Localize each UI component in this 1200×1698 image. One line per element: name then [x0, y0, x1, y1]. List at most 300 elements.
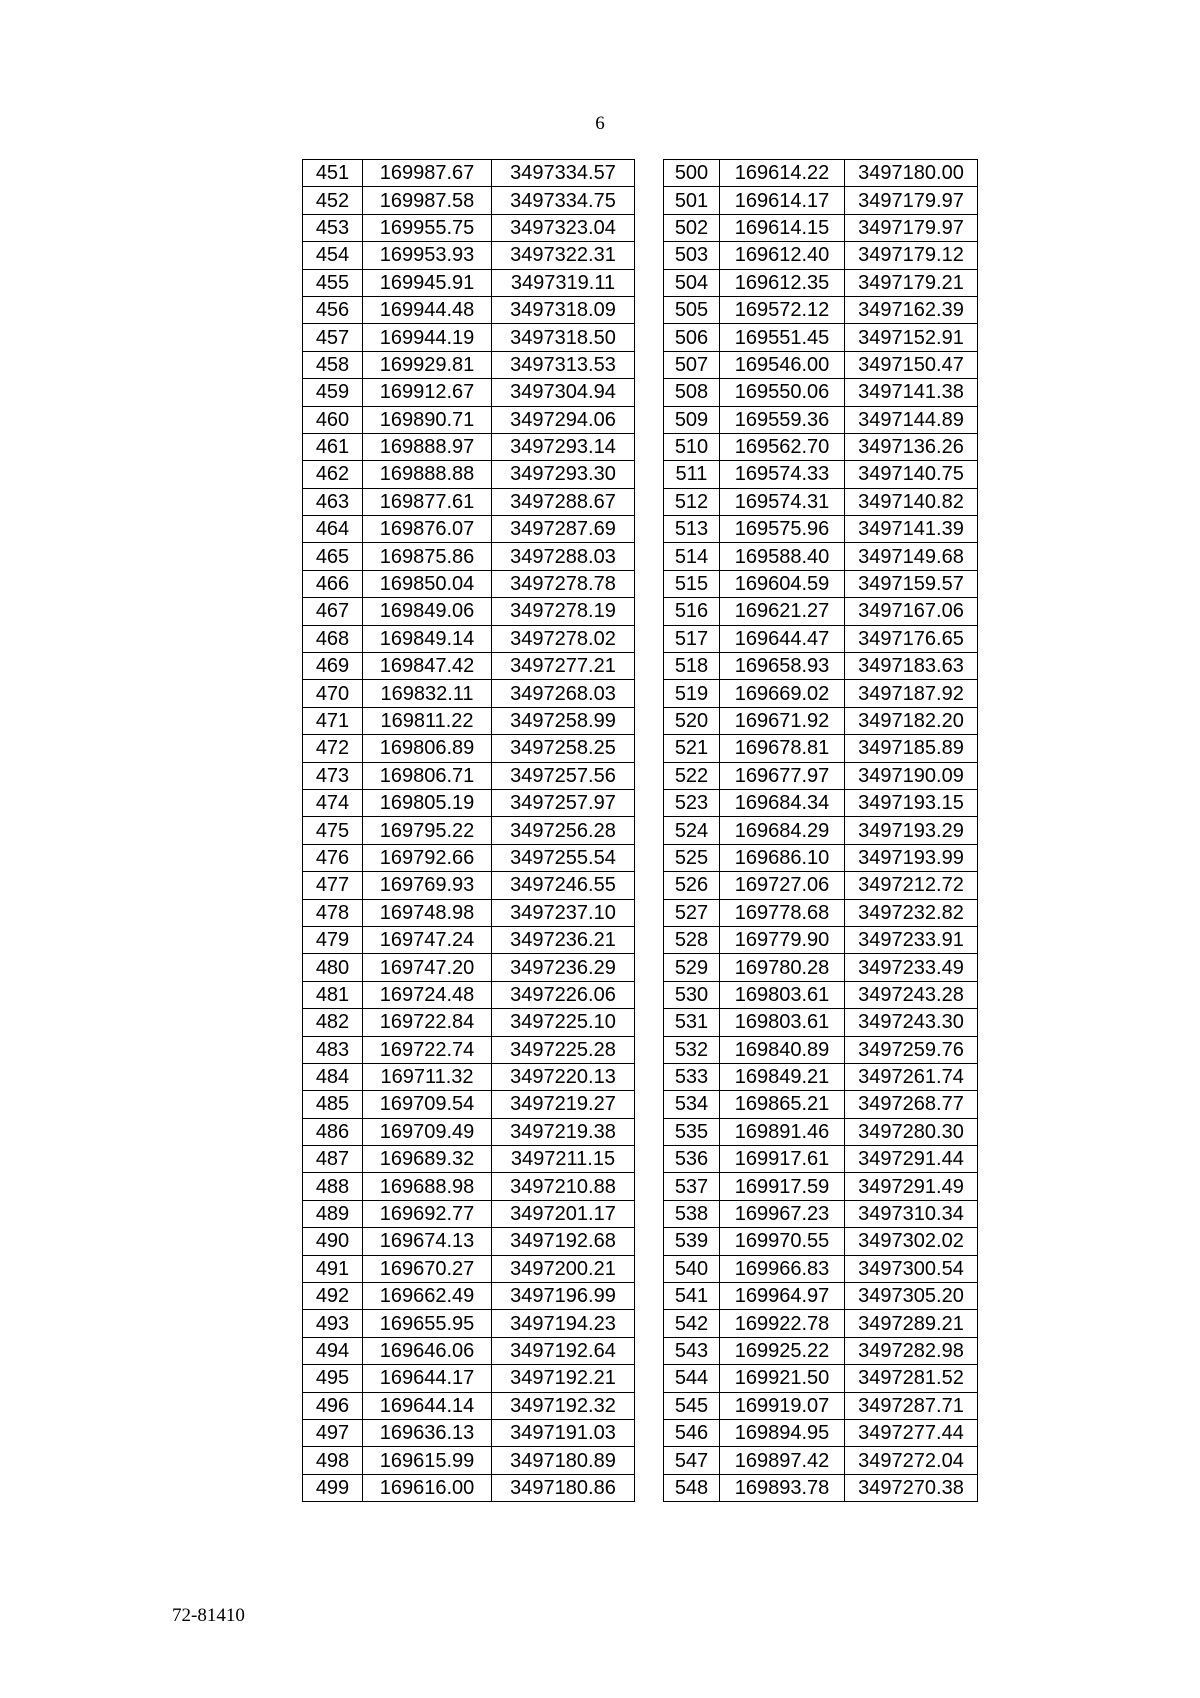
point-number-cell: 543 — [664, 1337, 720, 1364]
x-coordinate-cell: 169922.78 — [720, 1310, 845, 1337]
y-coordinate-cell: 3497212.72 — [845, 872, 978, 899]
point-number-cell: 497 — [303, 1419, 363, 1446]
x-coordinate-cell: 169806.89 — [363, 735, 492, 762]
x-coordinate-cell: 169747.24 — [363, 926, 492, 953]
x-coordinate-cell: 169662.49 — [363, 1283, 492, 1310]
x-coordinate-cell: 169684.29 — [720, 817, 845, 844]
table-row — [303, 269, 635, 296]
y-coordinate-cell: 3497278.19 — [492, 598, 635, 625]
table-row — [303, 543, 635, 570]
y-coordinate-cell: 3497219.38 — [492, 1118, 635, 1145]
x-coordinate-cell: 169888.97 — [363, 433, 492, 460]
x-coordinate-cell: 169967.23 — [720, 1200, 845, 1227]
table-row — [303, 817, 635, 844]
y-coordinate-cell: 3497225.10 — [492, 1009, 635, 1036]
table-row — [303, 351, 635, 378]
y-coordinate-cell: 3497278.78 — [492, 570, 635, 597]
table-row — [303, 844, 635, 871]
y-coordinate-cell: 3497237.10 — [492, 899, 635, 926]
point-number-cell: 503 — [664, 242, 720, 269]
x-coordinate-cell: 169604.59 — [720, 570, 845, 597]
table-row — [664, 1392, 978, 1419]
y-coordinate-cell: 3497288.67 — [492, 488, 635, 515]
x-coordinate-cell: 169987.67 — [363, 160, 492, 187]
table-row — [664, 1146, 978, 1173]
y-coordinate-cell: 3497257.97 — [492, 789, 635, 816]
point-number-cell: 530 — [664, 981, 720, 1008]
point-number-cell: 532 — [664, 1036, 720, 1063]
table-row — [303, 488, 635, 515]
x-coordinate-cell: 169806.71 — [363, 762, 492, 789]
table-row — [664, 981, 978, 1008]
point-number-cell: 508 — [664, 379, 720, 406]
x-coordinate-cell: 169917.61 — [720, 1146, 845, 1173]
table-row — [664, 1173, 978, 1200]
table-row — [664, 1091, 978, 1118]
x-coordinate-cell: 169966.83 — [720, 1255, 845, 1282]
point-number-cell: 452 — [303, 187, 363, 214]
x-coordinate-cell: 169614.15 — [720, 214, 845, 241]
point-number-cell: 521 — [664, 735, 720, 762]
table-row — [303, 570, 635, 597]
table-row — [664, 1255, 978, 1282]
point-number-cell: 474 — [303, 789, 363, 816]
table-row — [303, 1419, 635, 1446]
table-row — [664, 1310, 978, 1337]
y-coordinate-cell: 3497152.91 — [845, 324, 978, 351]
table-row — [664, 543, 978, 570]
point-number-cell: 531 — [664, 1009, 720, 1036]
point-number-cell: 484 — [303, 1063, 363, 1090]
x-coordinate-cell: 169840.89 — [720, 1036, 845, 1063]
x-coordinate-cell: 169919.07 — [720, 1392, 845, 1419]
point-number-cell: 481 — [303, 981, 363, 1008]
point-number-cell: 490 — [303, 1228, 363, 1255]
table-row — [303, 1146, 635, 1173]
y-coordinate-cell: 3497183.63 — [845, 653, 978, 680]
x-coordinate-cell: 169636.13 — [363, 1419, 492, 1446]
y-coordinate-cell: 3497319.11 — [492, 269, 635, 296]
y-coordinate-cell: 3497268.77 — [845, 1091, 978, 1118]
x-coordinate-cell: 169891.46 — [720, 1118, 845, 1145]
point-number-cell: 506 — [664, 324, 720, 351]
point-number-cell: 493 — [303, 1310, 363, 1337]
table-row — [303, 653, 635, 680]
y-coordinate-cell: 3497246.55 — [492, 872, 635, 899]
y-coordinate-cell: 3497277.44 — [845, 1419, 978, 1446]
point-number-cell: 522 — [664, 762, 720, 789]
y-coordinate-cell: 3497291.44 — [845, 1146, 978, 1173]
y-coordinate-cell: 3497272.04 — [845, 1447, 978, 1474]
x-coordinate-cell: 169688.98 — [363, 1173, 492, 1200]
table-row — [303, 680, 635, 707]
point-number-cell: 512 — [664, 488, 720, 515]
y-coordinate-cell: 3497287.69 — [492, 516, 635, 543]
x-coordinate-cell: 169551.45 — [720, 324, 845, 351]
y-coordinate-cell: 3497140.82 — [845, 488, 978, 515]
point-number-cell: 526 — [664, 872, 720, 899]
point-number-cell: 471 — [303, 707, 363, 734]
y-coordinate-cell: 3497302.02 — [845, 1228, 978, 1255]
y-coordinate-cell: 3497232.82 — [845, 899, 978, 926]
x-coordinate-cell: 169925.22 — [720, 1337, 845, 1364]
point-number-cell: 505 — [664, 296, 720, 323]
point-number-cell: 513 — [664, 516, 720, 543]
y-coordinate-cell: 3497179.21 — [845, 269, 978, 296]
y-coordinate-cell: 3497304.94 — [492, 379, 635, 406]
x-coordinate-cell: 169795.22 — [363, 817, 492, 844]
x-coordinate-cell: 169674.13 — [363, 1228, 492, 1255]
y-coordinate-cell: 3497293.14 — [492, 433, 635, 460]
table-row — [664, 789, 978, 816]
x-coordinate-cell: 169562.70 — [720, 433, 845, 460]
y-coordinate-cell: 3497194.23 — [492, 1310, 635, 1337]
point-number-cell: 478 — [303, 899, 363, 926]
y-coordinate-cell: 3497149.68 — [845, 543, 978, 570]
table-row — [664, 406, 978, 433]
table-row — [664, 926, 978, 953]
point-number-cell: 500 — [664, 160, 720, 187]
x-coordinate-cell: 169588.40 — [720, 543, 845, 570]
y-coordinate-cell: 3497210.88 — [492, 1173, 635, 1200]
x-coordinate-cell: 169621.27 — [720, 598, 845, 625]
x-coordinate-cell: 169970.55 — [720, 1228, 845, 1255]
x-coordinate-cell: 169877.61 — [363, 488, 492, 515]
table-row — [664, 1283, 978, 1310]
x-coordinate-cell: 169849.14 — [363, 625, 492, 652]
x-coordinate-cell: 169780.28 — [720, 954, 845, 981]
x-coordinate-cell: 169655.95 — [363, 1310, 492, 1337]
table-row — [664, 954, 978, 981]
x-coordinate-cell: 169955.75 — [363, 214, 492, 241]
y-coordinate-cell: 3497176.65 — [845, 625, 978, 652]
point-number-cell: 479 — [303, 926, 363, 953]
y-coordinate-cell: 3497293.30 — [492, 461, 635, 488]
y-coordinate-cell: 3497243.28 — [845, 981, 978, 1008]
y-coordinate-cell: 3497236.29 — [492, 954, 635, 981]
x-coordinate-cell: 169559.36 — [720, 406, 845, 433]
y-coordinate-cell: 3497180.86 — [492, 1474, 635, 1501]
point-number-cell: 546 — [664, 1419, 720, 1446]
table-row — [664, 598, 978, 625]
point-number-cell: 469 — [303, 653, 363, 680]
point-number-cell: 487 — [303, 1146, 363, 1173]
x-coordinate-cell: 169890.71 — [363, 406, 492, 433]
table-row — [303, 406, 635, 433]
x-coordinate-cell: 169964.97 — [720, 1283, 845, 1310]
y-coordinate-cell: 3497196.99 — [492, 1283, 635, 1310]
table-row — [303, 1009, 635, 1036]
table-row — [664, 433, 978, 460]
table-row — [303, 324, 635, 351]
table-row — [303, 926, 635, 953]
point-number-cell: 477 — [303, 872, 363, 899]
y-coordinate-cell: 3497334.57 — [492, 160, 635, 187]
point-number-cell: 547 — [664, 1447, 720, 1474]
table-row — [664, 1036, 978, 1063]
table-row — [303, 1036, 635, 1063]
y-coordinate-cell: 3497192.68 — [492, 1228, 635, 1255]
table-row — [303, 1474, 635, 1501]
coordinate-table-right-body — [664, 160, 978, 1502]
table-row — [303, 1200, 635, 1227]
point-number-cell: 501 — [664, 187, 720, 214]
point-number-cell: 516 — [664, 598, 720, 625]
point-number-cell: 511 — [664, 461, 720, 488]
point-number-cell: 523 — [664, 789, 720, 816]
point-number-cell: 495 — [303, 1365, 363, 1392]
table-row — [664, 214, 978, 241]
y-coordinate-cell: 3497255.54 — [492, 844, 635, 871]
y-coordinate-cell: 3497233.91 — [845, 926, 978, 953]
y-coordinate-cell: 3497261.74 — [845, 1063, 978, 1090]
table-row — [303, 214, 635, 241]
point-number-cell: 457 — [303, 324, 363, 351]
x-coordinate-cell: 169684.34 — [720, 789, 845, 816]
y-coordinate-cell: 3497140.75 — [845, 461, 978, 488]
table-row — [303, 1310, 635, 1337]
point-number-cell: 480 — [303, 954, 363, 981]
table-row — [303, 954, 635, 981]
y-coordinate-cell: 3497294.06 — [492, 406, 635, 433]
point-number-cell: 467 — [303, 598, 363, 625]
y-coordinate-cell: 3497201.17 — [492, 1200, 635, 1227]
table-row — [664, 680, 978, 707]
y-coordinate-cell: 3497180.00 — [845, 160, 978, 187]
point-number-cell: 496 — [303, 1392, 363, 1419]
table-row — [664, 187, 978, 214]
x-coordinate-cell: 169550.06 — [720, 379, 845, 406]
x-coordinate-cell: 169612.40 — [720, 242, 845, 269]
table-row — [303, 625, 635, 652]
point-number-cell: 485 — [303, 1091, 363, 1118]
y-coordinate-cell: 3497280.30 — [845, 1118, 978, 1145]
table-row — [664, 1118, 978, 1145]
point-number-cell: 540 — [664, 1255, 720, 1282]
point-number-cell: 502 — [664, 214, 720, 241]
x-coordinate-cell: 169709.49 — [363, 1118, 492, 1145]
x-coordinate-cell: 169769.93 — [363, 872, 492, 899]
table-row — [664, 1365, 978, 1392]
point-number-cell: 498 — [303, 1447, 363, 1474]
table-row — [664, 242, 978, 269]
y-coordinate-cell: 3497179.12 — [845, 242, 978, 269]
y-coordinate-cell: 3497192.64 — [492, 1337, 635, 1364]
y-coordinate-cell: 3497291.49 — [845, 1173, 978, 1200]
x-coordinate-cell: 169644.17 — [363, 1365, 492, 1392]
y-coordinate-cell: 3497187.92 — [845, 680, 978, 707]
point-number-cell: 519 — [664, 680, 720, 707]
y-coordinate-cell: 3497219.27 — [492, 1091, 635, 1118]
point-number-cell: 545 — [664, 1392, 720, 1419]
x-coordinate-cell: 169644.47 — [720, 625, 845, 652]
point-number-cell: 489 — [303, 1200, 363, 1227]
table-row — [664, 762, 978, 789]
y-coordinate-cell: 3497167.06 — [845, 598, 978, 625]
point-number-cell: 458 — [303, 351, 363, 378]
point-number-cell: 528 — [664, 926, 720, 953]
x-coordinate-cell: 169722.84 — [363, 1009, 492, 1036]
table-row — [664, 1447, 978, 1474]
x-coordinate-cell: 169658.93 — [720, 653, 845, 680]
x-coordinate-cell: 169575.96 — [720, 516, 845, 543]
table-row — [664, 872, 978, 899]
table-row — [303, 872, 635, 899]
table-row — [664, 1009, 978, 1036]
x-coordinate-cell: 169644.14 — [363, 1392, 492, 1419]
x-coordinate-cell: 169709.54 — [363, 1091, 492, 1118]
point-number-cell: 483 — [303, 1036, 363, 1063]
x-coordinate-cell: 169614.17 — [720, 187, 845, 214]
x-coordinate-cell: 169727.06 — [720, 872, 845, 899]
table-row — [303, 899, 635, 926]
table-row — [303, 789, 635, 816]
x-coordinate-cell: 169875.86 — [363, 543, 492, 570]
x-coordinate-cell: 169865.21 — [720, 1091, 845, 1118]
point-number-cell: 509 — [664, 406, 720, 433]
x-coordinate-cell: 169747.20 — [363, 954, 492, 981]
x-coordinate-cell: 169888.88 — [363, 461, 492, 488]
y-coordinate-cell: 3497200.21 — [492, 1255, 635, 1282]
y-coordinate-cell: 3497243.30 — [845, 1009, 978, 1036]
point-number-cell: 451 — [303, 160, 363, 187]
x-coordinate-cell: 169574.31 — [720, 488, 845, 515]
y-coordinate-cell: 3497182.20 — [845, 707, 978, 734]
y-coordinate-cell: 3497159.57 — [845, 570, 978, 597]
point-number-cell: 537 — [664, 1173, 720, 1200]
point-number-cell: 536 — [664, 1146, 720, 1173]
y-coordinate-cell: 3497318.50 — [492, 324, 635, 351]
table-row — [303, 1091, 635, 1118]
table-row — [303, 1118, 635, 1145]
x-coordinate-cell: 169912.67 — [363, 379, 492, 406]
y-coordinate-cell: 3497282.98 — [845, 1337, 978, 1364]
x-coordinate-cell: 169678.81 — [720, 735, 845, 762]
x-coordinate-cell: 169612.35 — [720, 269, 845, 296]
x-coordinate-cell: 169953.93 — [363, 242, 492, 269]
table-row — [664, 1474, 978, 1501]
point-number-cell: 517 — [664, 625, 720, 652]
x-coordinate-cell: 169572.12 — [720, 296, 845, 323]
x-coordinate-cell: 169692.77 — [363, 1200, 492, 1227]
point-number-cell: 534 — [664, 1091, 720, 1118]
table-row — [664, 516, 978, 543]
table-row — [664, 379, 978, 406]
y-coordinate-cell: 3497313.53 — [492, 351, 635, 378]
x-coordinate-cell: 169944.19 — [363, 324, 492, 351]
table-row — [303, 461, 635, 488]
point-number-cell: 514 — [664, 543, 720, 570]
x-coordinate-cell: 169850.04 — [363, 570, 492, 597]
table-row — [664, 1063, 978, 1090]
y-coordinate-cell: 3497190.09 — [845, 762, 978, 789]
y-coordinate-cell: 3497225.28 — [492, 1036, 635, 1063]
point-number-cell: 515 — [664, 570, 720, 597]
table-row — [303, 242, 635, 269]
x-coordinate-cell: 169689.32 — [363, 1146, 492, 1173]
table-row — [303, 187, 635, 214]
table-row — [664, 296, 978, 323]
y-coordinate-cell: 3497287.71 — [845, 1392, 978, 1419]
y-coordinate-cell: 3497226.06 — [492, 981, 635, 1008]
point-number-cell: 482 — [303, 1009, 363, 1036]
point-number-cell: 507 — [664, 351, 720, 378]
table-row — [664, 707, 978, 734]
point-number-cell: 464 — [303, 516, 363, 543]
y-coordinate-cell: 3497288.03 — [492, 543, 635, 570]
x-coordinate-cell: 169711.32 — [363, 1063, 492, 1090]
table-row — [303, 1173, 635, 1200]
point-number-cell: 462 — [303, 461, 363, 488]
y-coordinate-cell: 3497277.21 — [492, 653, 635, 680]
table-row — [303, 1365, 635, 1392]
x-coordinate-cell: 169722.74 — [363, 1036, 492, 1063]
x-coordinate-cell: 169646.06 — [363, 1337, 492, 1364]
x-coordinate-cell: 169944.48 — [363, 296, 492, 323]
point-number-cell: 492 — [303, 1283, 363, 1310]
table-row — [664, 461, 978, 488]
table-row — [303, 707, 635, 734]
x-coordinate-cell: 169724.48 — [363, 981, 492, 1008]
point-number-cell: 510 — [664, 433, 720, 460]
y-coordinate-cell: 3497334.75 — [492, 187, 635, 214]
point-number-cell: 472 — [303, 735, 363, 762]
point-number-cell: 461 — [303, 433, 363, 460]
point-number-cell: 544 — [664, 1365, 720, 1392]
y-coordinate-cell: 3497305.20 — [845, 1283, 978, 1310]
x-coordinate-cell: 169921.50 — [720, 1365, 845, 1392]
y-coordinate-cell: 3497144.89 — [845, 406, 978, 433]
x-coordinate-cell: 169686.10 — [720, 844, 845, 871]
table-row — [664, 625, 978, 652]
y-coordinate-cell: 3497180.89 — [492, 1447, 635, 1474]
point-number-cell: 525 — [664, 844, 720, 871]
table-row — [303, 433, 635, 460]
point-number-cell: 539 — [664, 1228, 720, 1255]
y-coordinate-cell: 3497322.31 — [492, 242, 635, 269]
point-number-cell: 529 — [664, 954, 720, 981]
table-row — [664, 324, 978, 351]
table-row — [664, 570, 978, 597]
y-coordinate-cell: 3497257.56 — [492, 762, 635, 789]
table-row — [303, 1063, 635, 1090]
x-coordinate-cell: 169805.19 — [363, 789, 492, 816]
y-coordinate-cell: 3497258.99 — [492, 707, 635, 734]
y-coordinate-cell: 3497179.97 — [845, 214, 978, 241]
x-coordinate-cell: 169615.99 — [363, 1447, 492, 1474]
x-coordinate-cell: 169849.21 — [720, 1063, 845, 1090]
point-number-cell: 533 — [664, 1063, 720, 1090]
footer-document-code: 72-81410 — [172, 1605, 245, 1626]
x-coordinate-cell: 169803.61 — [720, 981, 845, 1008]
table-row — [303, 296, 635, 323]
point-number-cell: 460 — [303, 406, 363, 433]
point-number-cell: 459 — [303, 379, 363, 406]
point-number-cell: 463 — [303, 488, 363, 515]
table-row — [664, 1419, 978, 1446]
point-number-cell: 476 — [303, 844, 363, 871]
y-coordinate-cell: 3497318.09 — [492, 296, 635, 323]
x-coordinate-cell: 169669.02 — [720, 680, 845, 707]
table-row — [664, 1228, 978, 1255]
x-coordinate-cell: 169987.58 — [363, 187, 492, 214]
y-coordinate-cell: 3497300.54 — [845, 1255, 978, 1282]
y-coordinate-cell: 3497258.25 — [492, 735, 635, 762]
y-coordinate-cell: 3497141.39 — [845, 516, 978, 543]
point-number-cell: 470 — [303, 680, 363, 707]
y-coordinate-cell: 3497211.15 — [492, 1146, 635, 1173]
point-number-cell: 542 — [664, 1310, 720, 1337]
